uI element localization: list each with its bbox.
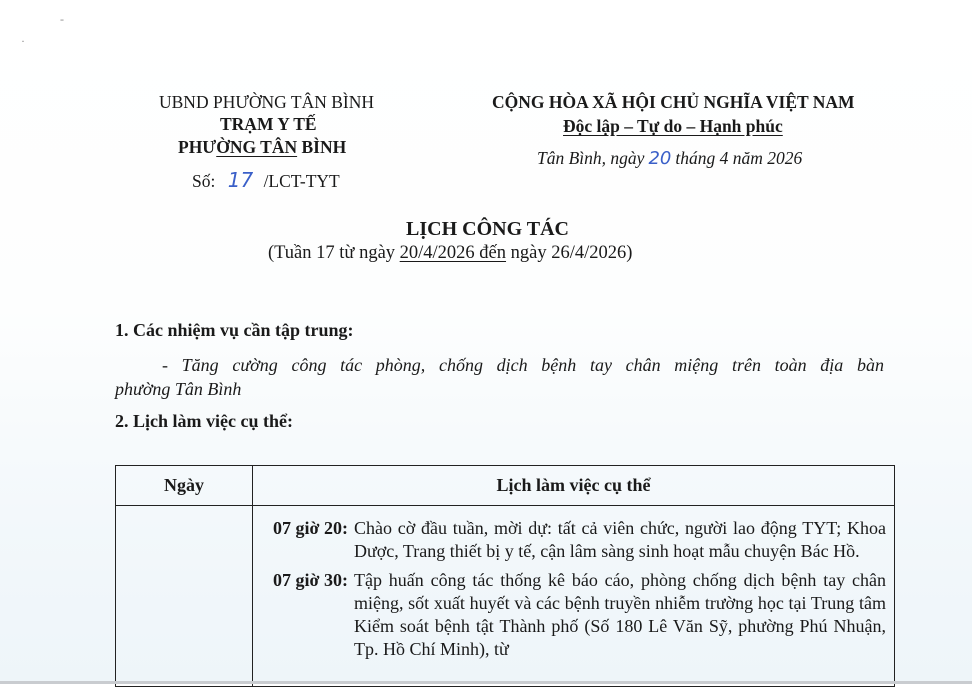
task-item-continued: phường Tân Bình — [115, 379, 242, 399]
entry-time: 07 giờ 20: — [273, 518, 348, 538]
org-unit-ward-part: BÌNH — [297, 137, 347, 157]
subtitle-underlined: 20/4/2026 đến — [399, 243, 507, 263]
org-unit: TRẠM Y TẾ — [220, 114, 317, 134]
entry-text: Chào cờ đầu tuần, mời dự: tất cả viên chức, người lao động TYT; Khoa Dược, Trang thiết bị y tế, cận lâm sàng sinh hoạt mẫu chuyện Bác Hồ. — [353, 518, 886, 561]
place-date-suffix: tháng 4 năm 2026 — [675, 148, 803, 168]
schedule-entry — [253, 569, 894, 661]
place-date-prefix: Tân Bình, ngày — [537, 148, 645, 168]
day-cell — [116, 506, 253, 687]
place-date — [537, 148, 802, 169]
org-unit-ward-part: PHƯ — [178, 137, 217, 157]
column-header-day: Ngày — [116, 466, 253, 506]
task-item: - Tăng cường công tác phòng, chống dịch bệnh tay chân miệng trên toàn địa bàn — [162, 355, 884, 375]
national-title: CỘNG HÒA XÃ HỘI CHỦ NGHĨA VIỆT NAM — [492, 92, 855, 112]
table-row — [116, 506, 895, 687]
number-suffix: /LCT-TYT — [263, 171, 340, 191]
column-header-detail: Lịch làm việc cụ thể — [253, 466, 895, 506]
subtitle-part: (Tuần 17 từ ngày — [268, 243, 400, 263]
org-unit-ward — [178, 137, 346, 158]
handwritten-day: 20 — [648, 148, 672, 169]
detail-cell — [253, 506, 895, 687]
table-header-row — [116, 466, 895, 506]
document-subtitle — [268, 243, 632, 264]
national-motto: Độc lập – Tự do – Hạnh phúc — [563, 116, 783, 136]
number-label: Số: — [192, 171, 216, 191]
entry-time: 07 giờ 30: — [273, 570, 348, 590]
section-heading: 2. Lịch làm việc cụ thể: — [115, 411, 293, 431]
handwritten-number: 17 — [227, 168, 254, 192]
org-name: UBND PHƯỜNG TÂN BÌNH — [159, 92, 374, 112]
section-heading: 1. Các nhiệm vụ cần tập trung: — [115, 320, 354, 340]
scan-mark: · — [21, 34, 25, 48]
document-number — [192, 168, 340, 192]
schedule-entry — [253, 517, 894, 563]
org-unit-ward-underlined: ỜNG TÂN — [216, 137, 298, 157]
subtitle-part: ngày 26/4/2026) — [506, 243, 633, 263]
entry-text: Tập huấn công tác thống kê báo cáo, phòng chống dịch bệnh tay chân miệng, sốt xuất huyết và các bệnh truyền nhiễm trường học tại Trung tâm Kiểm soát bệnh tật Thành phố (Số 180 Lê Văn Sỹ, phường Phú Nhuận, Tp. Hồ Chí Minh), từ — [353, 570, 886, 659]
document-title: LỊCH CÔNG TÁC — [406, 218, 569, 240]
schedule-table — [115, 465, 895, 687]
scan-mark: - — [60, 12, 64, 26]
